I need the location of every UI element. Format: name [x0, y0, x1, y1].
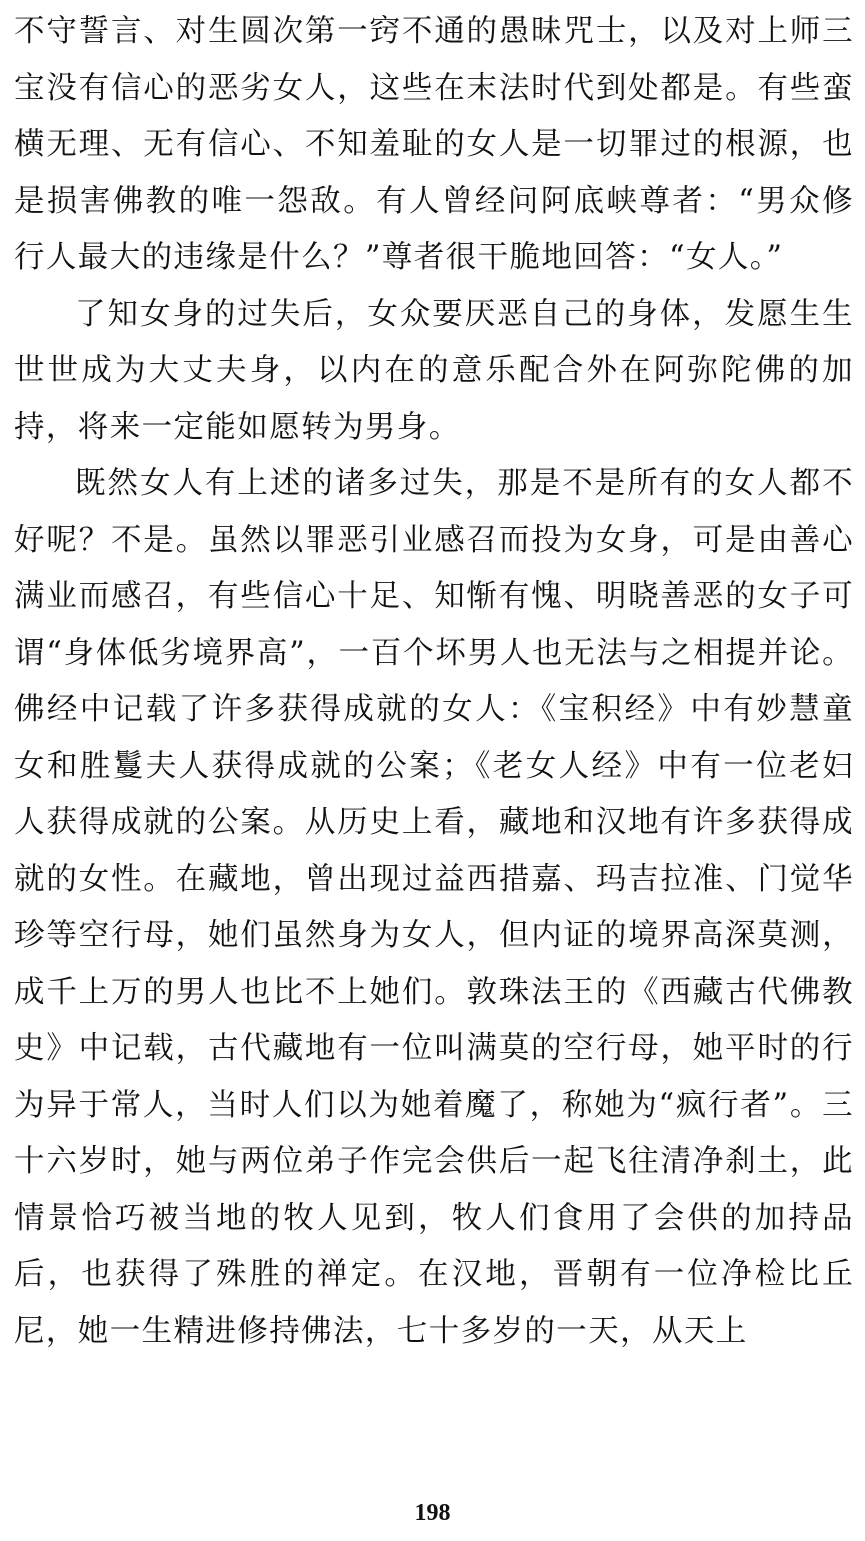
- page-number: 198: [414, 1500, 451, 1526]
- body-text: [14, 4, 854, 1360]
- paragraph-3: 既然女人有上述的诸多过失，那是不是所有的女人都不好呢？不是。虽然以罪恶引业感召而投为女身，可是由善心满业而感召，有些信心十足、知惭有愧、明晓善恶的女子可谓“身体低劣境界高”，一百个坏男人也无法与之相提并论。佛经中记载了许多获得成就的女人：《宝积经》中有妙慧童女和胜鬘夫人获得成就的公案；《老女人经》中有一位老妇人获得成就的公案。从历史上看，藏地和汉地有许多获得成就的女性。在藏地，曾出现过益西措嘉、玛吉拉准、门觉华珍等空行母，她们虽然身为女人，但内证的境界高深莫测，成千上万的男人也比不上她们。敦珠法王的《西藏古代佛教史》中记载，古代藏地有一位叫满莫的空行母，她平时的行为异于常人，当时人们以为她着魔了，称她为“疯行者”。三十六岁时，她与两位弟子作完会供后一起飞往清净刹土，此情景恰巧被当地的牧人见到，牧人们食用了会供的加持品后，也获得了殊胜的禅定。在汉地，晋朝有一位净检比丘尼，她一生精进修持佛法，七十多岁的一天，从天上: [14, 466, 854, 1349]
- paragraph-2: 了知女身的过失后，女众要厌恶自己的身体，发愿生生世世成为大丈夫身，以内在的意乐配合外在阿弥陀佛的加持，将来一定能如愿转为男身。: [14, 296, 854, 445]
- paragraph-1: 不守誓言、对生圆次第一窍不通的愚昧咒士，以及对上师三宝没有信心的恶劣女人，这些在末法时代到处都是。有些蛮横无理、无有信心、不知羞耻的女人是一切罪过的根源，也是损害佛教的唯一怨敌。有人曾经问阿底峡尊者：“男众修行人最大的违缘是什么？”尊者很干脆地回答：“女人。”: [14, 14, 854, 275]
